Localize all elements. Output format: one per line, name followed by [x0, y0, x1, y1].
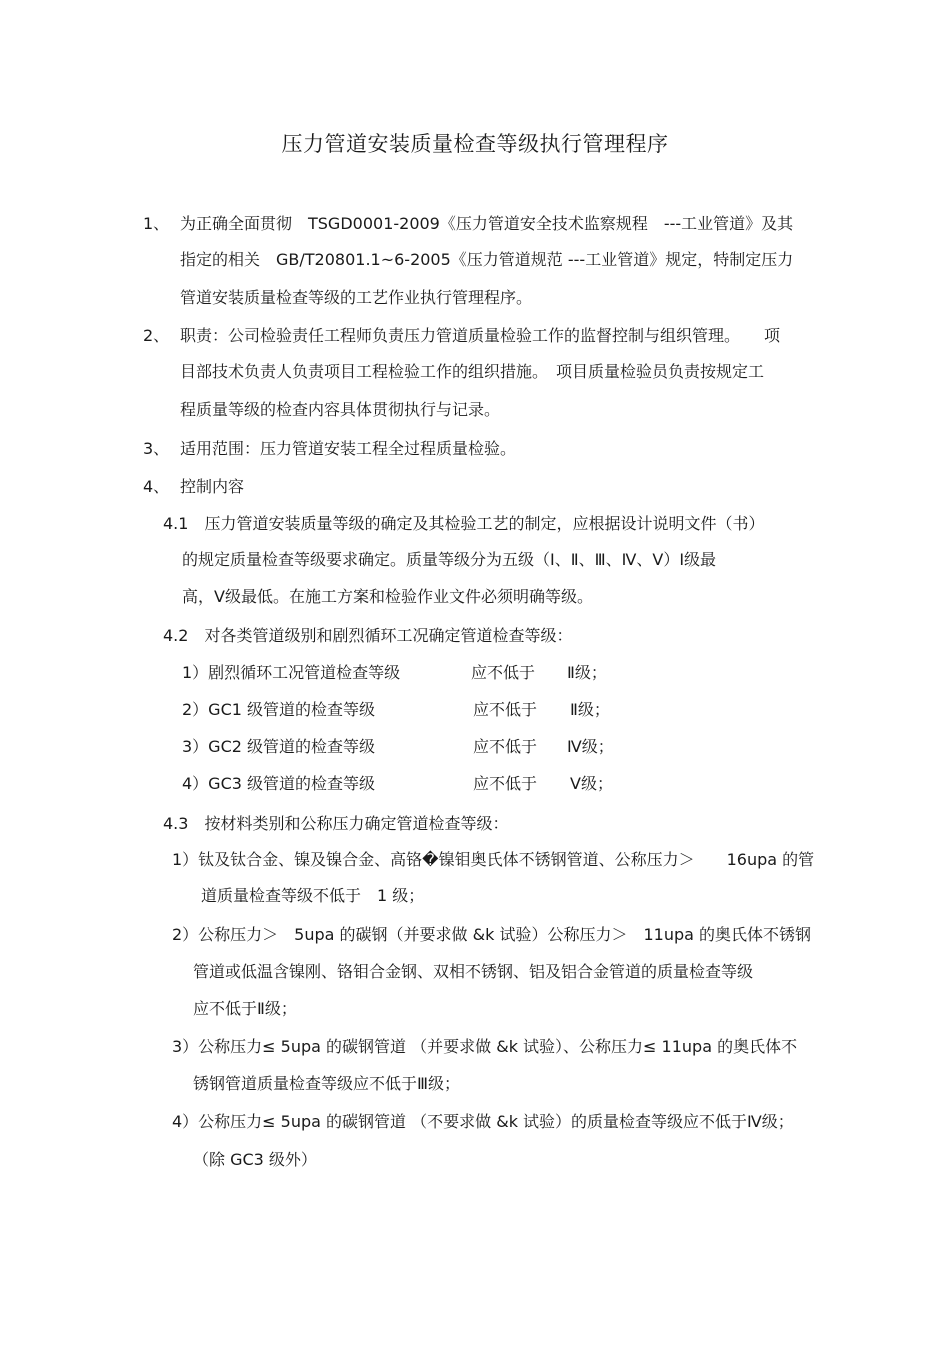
section-4-2-item-3-grade: Ⅳ级；	[567, 737, 614, 756]
section-4-3-heading: 4.3 按材料类别和公称压力确定管道检查等级：	[163, 814, 509, 833]
section-4-1-line-3: 高，Ⅴ级最低。在施工方案和检验作业文件必须明确等级。	[182, 587, 593, 606]
section-4-2-item-2-requirement: 应不低于	[473, 700, 538, 719]
section-4-2-item-4-requirement: 应不低于	[473, 774, 538, 793]
section-4-3-item-2-line-2: 管道或低温含镍刚、铬钼合金钢、双相不锈钢、铝及铝合金管道的质量检查等级	[193, 962, 754, 981]
section-4-3-item-1-line-2: 道质量检查等级不低于 1 级；	[201, 886, 425, 905]
section-1-number: 1、	[143, 214, 170, 233]
section-4-2-item-3-requirement: 应不低于	[473, 737, 538, 756]
section-4-2-heading: 4.2 对各类管道级别和剧烈循环工况确定管道检查等级：	[163, 626, 573, 645]
section-3-line-1: 适用范围：压力管道安装工程全过程质量检验。	[180, 439, 517, 458]
section-4-2-item-4-label: 4）GC3 级管道的检查等级	[182, 774, 376, 793]
section-3-number: 3、	[143, 439, 170, 458]
section-4-2-item-1-requirement: 应不低于	[471, 663, 536, 682]
section-2-line-2: 目部技术负责人负责项目工程检验工作的组织措施。 项目质量检验员负责按规定工	[180, 362, 765, 381]
section-4-3-item-4-line-2: （除 GC3 级外）	[193, 1150, 317, 1169]
document-title: 压力管道安装质量检查等级执行管理程序	[281, 132, 669, 156]
section-4-2-item-2-grade: Ⅱ级；	[570, 700, 610, 719]
section-4-2-item-1-grade: Ⅱ级；	[567, 663, 607, 682]
section-1-line-3: 管道安装质量检查等级的工艺作业执行管理程序。	[180, 288, 533, 307]
section-4-1-line-2: 的规定质量检查等级要求确定。质量等级分为五级（Ⅰ、Ⅱ、Ⅲ、Ⅳ、Ⅴ）Ⅰ级最	[182, 550, 717, 569]
section-1-line-1: 为正确全面贯彻 TSGD0001-2009《压力管道安全技术监察规程 ---工业管道》及其	[180, 214, 794, 233]
section-2-number: 2、	[143, 326, 170, 345]
section-4-3-item-1-line-1: 1）钛及钛合金、镍及镍合金、高铬�镍钼奥氏体不锈钢管道、公称压力＞ 16upa 的管	[172, 850, 815, 869]
section-4-3-item-2-line-1: 2）公称压力＞ 5upa 的碳钢（并要求做 &k 试验）公称压力＞ 11upa 的奥氏体不锈钢	[172, 925, 812, 944]
section-4-2-item-4-grade: Ⅴ级；	[570, 774, 613, 793]
section-4-1-line-1: 4.1 压力管道安装质量等级的确定及其检验工艺的制定，应根据设计说明文件（书）	[163, 514, 765, 533]
section-4-3-item-3-line-1: 3）公称压力≤ 5upa 的碳钢管道 （并要求做 &k 试验）、公称压力≤ 11upa 的奥氏体不	[172, 1037, 798, 1056]
section-4-3-item-3-line-2: 锈钢管道质量检查等级应不低于Ⅲ级；	[193, 1074, 461, 1093]
section-4-number: 4、	[143, 477, 170, 496]
section-4-2-item-1-label: 1）剧烈循环工况管道检查等级	[182, 663, 401, 682]
section-4-line-1: 控制内容	[180, 477, 245, 496]
section-2-line-3: 程质量等级的检查内容具体贯彻执行与记录。	[180, 400, 501, 419]
section-4-3-item-4-line-1: 4）公称压力≤ 5upa 的碳钢管道 （不要求做 &k 试验）的质量检查等级应不低于Ⅳ级；	[172, 1112, 794, 1131]
section-1-line-2: 指定的相关 GB/T20801.1~6-2005《压力管道规范 ---工业管道》规定，特制定压力	[180, 250, 794, 269]
section-4-2-item-3-label: 3）GC2 级管道的检查等级	[182, 737, 376, 756]
section-4-2-item-2-label: 2）GC1 级管道的检查等级	[182, 700, 376, 719]
section-2-line-1: 职责：公司检验责任工程师负责压力管道质量检验工作的监督控制与组织管理。 项	[180, 326, 781, 345]
section-4-3-item-2-line-3: 应不低于Ⅱ级；	[193, 999, 297, 1018]
